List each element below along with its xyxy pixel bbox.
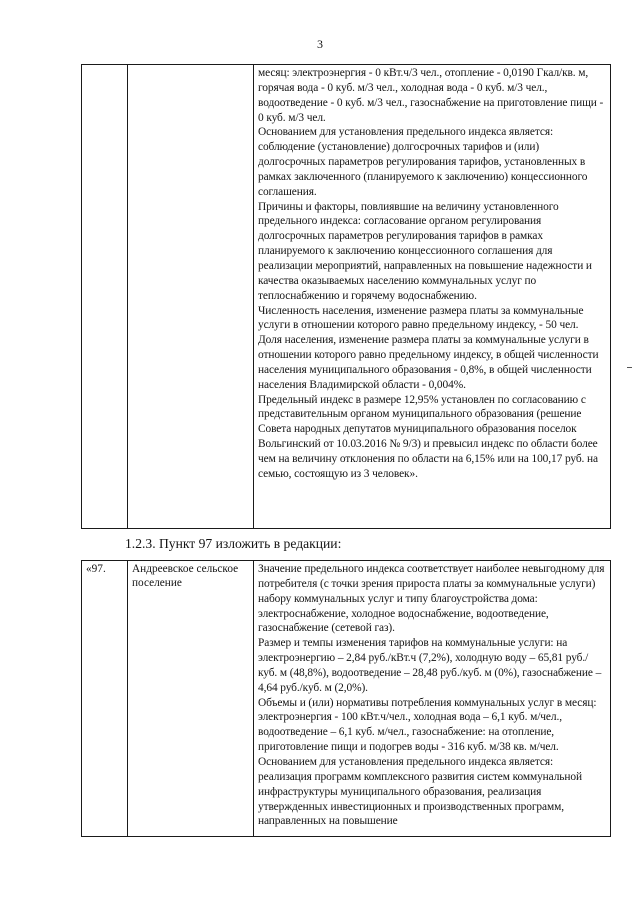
index-table-continuation (81, 64, 611, 529)
description-cell (254, 65, 611, 529)
table-row (82, 65, 611, 529)
paragraph-tariff-set: Значение предельного индекса соответствует наиболее невыгодному для потребителя (с точки зрения прироста платы за коммунальные услуги) набору коммунальных услуг и типу благоустройства дома: электроснабжение, холодное водоснабжение, водоотведение, газоснабжение (сетевой газ). (258, 563, 605, 635)
paragraph-basis: Основанием для установления предельного индекса является: соблюдение (установление) долгосрочных тарифов и (или) долгосрочных параметров регулирования тарифов, установленных в рамках заключенного (планируемого к заключению) концессионного соглашения. (258, 126, 588, 198)
table-row (82, 561, 611, 837)
paragraph-population-share: Доля населения, изменение размера платы за коммунальные услуги в отношении которого равно предельному индексу, в общей численности населения муниципального образования - 0,8%, в общей численности населения Владимирской области - 0,004%. (258, 334, 599, 391)
page-number: 3 (317, 37, 323, 51)
paragraph-consumption-volumes: Объемы и (или) нормативы потребления коммунальных услуг в месяц: электроэнергия - 100 кВт.ч/чел., холодная вода – 6,1 куб. м/чел., водоотведение – 6,1 куб. м/чел., газоснабжение: на отопление, приготовление пищи и подогрев воды - 316 куб. м/38 кв. м/чел. (258, 696, 597, 754)
paragraph-index-approval: Предельный индекс в размере 12,95% установлен по согласованию с представительным органом муниципального образования (решение Совета народных депутатов муниципального образования поселок Вольгинский от 10.03.2016 № 9/3) и превысил индекс по области более чем на величину отклонения по области на 6,15% или на 100,17 руб. на семью, состоящую из 3 человек». (258, 393, 598, 480)
paragraph-consumption-volumes: месяц: электроэнергия - 0 кВт.ч/3 чел., отопление - 0,0190 Гкал/кв. м, горячая вода - 0 куб. м/3 чел., холодная вода - 0 куб. м/3 чел., водоотведение - 0 куб. м/3 чел., газоснабжение на приготовление пищи - 0 куб. м/3 чел. (258, 67, 604, 124)
section-heading: 1.2.3. Пункт 97 изложить в редакции: (125, 536, 342, 551)
paragraph-tariff-rates: Размер и темпы изменения тарифов на коммунальные услуги: на электроэнергию – 2,84 руб./кВт.ч (7,2%), холодную воду – 65,81 руб./куб. м (48,8%), водоотведение – 28,48 руб./куб. м (0%), газоснабжение – 4,64 руб./куб. м (2,0%). (258, 637, 602, 694)
municipality-cell (128, 65, 254, 529)
paragraph-basis: Основанием для установления предельного индекса является: реализация программ комплексного развития систем коммунальной инфраструктуры муниципального образования, реализация утвержденных инвестиционных и производственных программ, направленных на повышение (258, 755, 582, 828)
item-number-cell: «97. (82, 561, 128, 837)
item-number-cell (82, 65, 128, 529)
index-table-item-97 (81, 560, 611, 837)
paragraph-reasons: Причины и факторы, повлиявшие на величину установленного предельного индекса: согласование органом регулирования долгосрочных параметров регулирования тарифов в рамках планируемого к заключению концессионного соглашения для реализации мероприятий, направленных на повышение надежности и качества оказываемых населению коммунальных услуг по теплоснабжению и горячему водоснабжению. (258, 200, 592, 302)
scan-mark (627, 367, 632, 368)
description-cell (254, 561, 611, 837)
municipality-cell: Андреевское сельское поселение (128, 561, 254, 837)
paragraph-population-count: Численность населения, изменение размера платы за коммунальные услуги в отношении которого равно предельному индексу, - 50 чел. (258, 304, 584, 332)
